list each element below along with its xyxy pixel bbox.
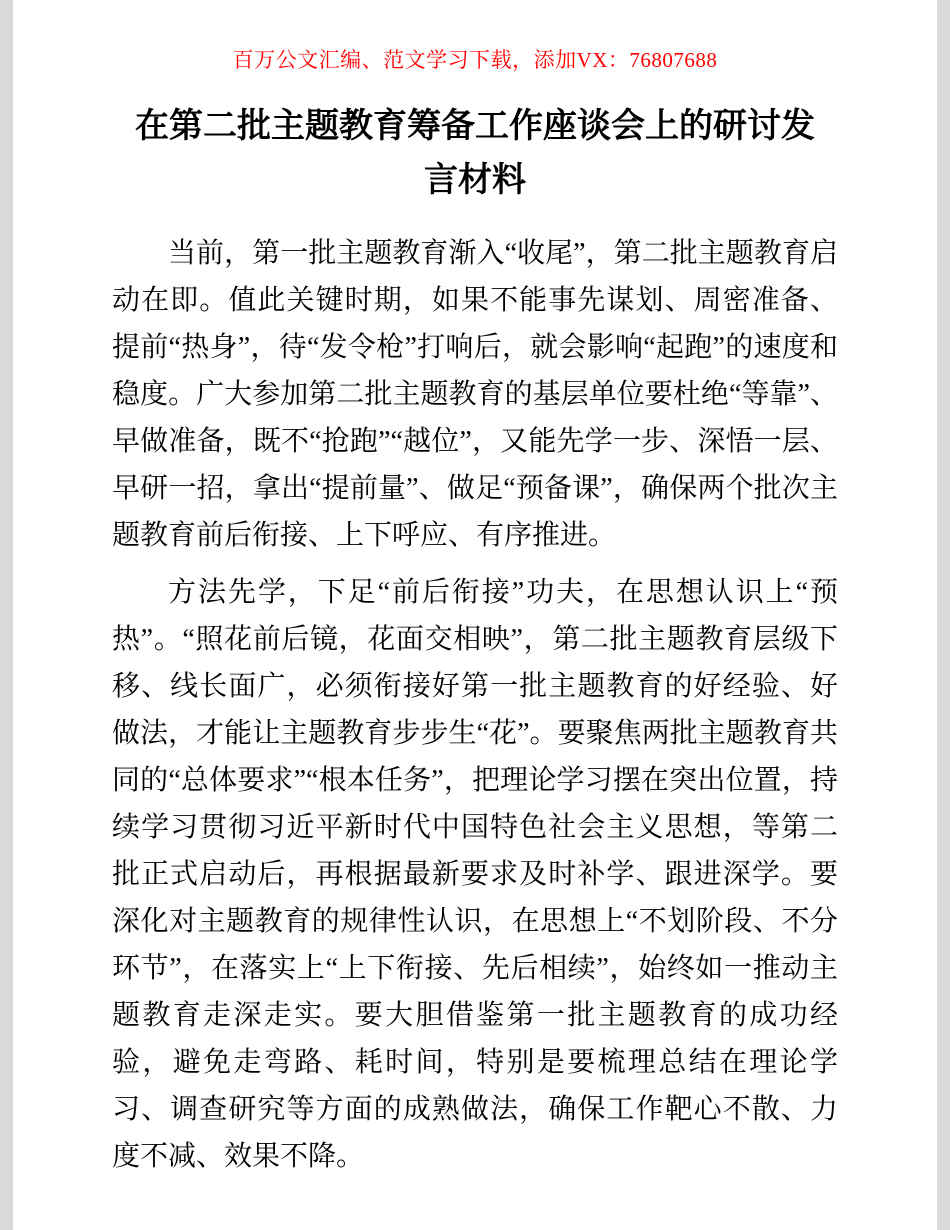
right-margin-strip <box>937 0 950 1230</box>
body-paragraph: 方法先学，下足“前后衔接”功夫，在思想认识上“预热”。“照花前后镜，花面交相映”，第二批主题教育层级下移、线长面广，必须衔接好第一批主题教育的好经验、好做法，才能让主题教育步步生“花”。要聚焦两批主题教育共同的“总体要求”“根本任务”，把理论学习摆在突出位置，持续学习贯彻习近平新时代中国特色社会主义思想，等第二批正式启动后，再根据最新要求及时补学、跟进深学。要深化对主题教育的规律性认识，在思想上“不划阶段、不分环节”，在落实上“上下衔接、先后相续”，始终如一推动主题教育走深走实。要大胆借鉴第一批主题教育的成功经验，避免走弯路、耗时间，特别是要梳理总结在理论学习、调查研究等方面的成熟做法，确保工作靶心不散、力度不减、效果不降。 <box>112 577 838 1172</box>
document-content <box>112 0 838 1190</box>
left-margin-strip <box>0 0 13 1230</box>
watermark-notice: 百万公文汇编、范文学习下载，添加VX：76807688 <box>232 48 718 72</box>
document-title: 在第二批主题教育筹备工作座谈会上的研讨发言材料 <box>135 108 815 199</box>
body-paragraph: 当前，第一批主题教育渐入“收尾”，第二批主题教育启动在即。值此关键时期，如果不能事先谋划、周密准备、提前“热身”，待“发令枪”打响后，就会影响“起跑”的速度和稳度。广大参加第二批主题教育的基层单位要杜绝“等靠”、早做准备，既不“抢跑”“越位”，又能先学一步、深悟一层、早研一招，拿出“提前量”、做足“预备课”，确保两个批次主题教育前后衔接、上下呼应、有序推进。 <box>112 238 838 551</box>
